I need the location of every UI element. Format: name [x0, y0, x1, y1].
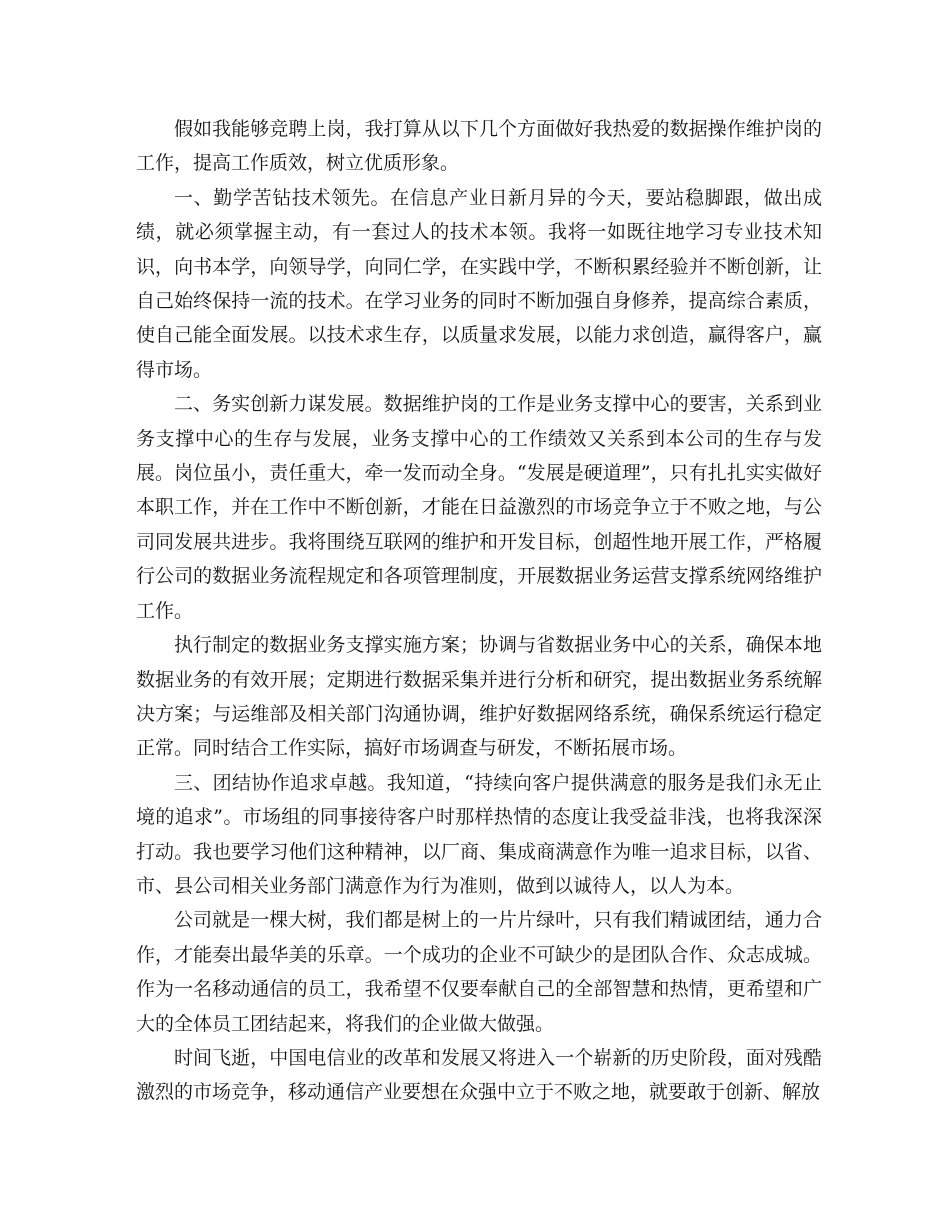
paragraph-implementation: 执行制定的数据业务支撑实施方案；协调与省数据业务中心的关系，确保本地数据业务的有效开展；定期进行数据采集并进行分析和研究，提出数据业务系统解决方案；与运维部及相关部门沟通协调，维护好数据网络系统，确保系统运行稳定正常。同时结合工作实际，搞好市场调查与研发，不断拓展市场。	[136, 634, 822, 760]
paragraph-section-one: 一、勤学苦钻技术领先。在信息产业日新月异的今天，要站稳脚跟，做出成绩，就必须掌握主动，有一套过人的技术本领。我将一如既往地学习专业技术知识，向书本学，向领导学，向同仁学，在实践中学，不断积累经验并不断创新，让自己始终保持一流的技术。在学习业务的同时不断加强自身修养，提高综合素质，使自己能全面发展。以技术求生存，以质量求发展，以能力求创造，赢得客户，赢得市场。	[136, 186, 822, 381]
paragraph-section-two: 二、务实创新力谋发展。数据维护岗的工作是业务支撑中心的要害，关系到业务支撑中心的生存与发展，业务支撑中心的工作绩效又关系到本公司的生存与发展。岗位虽小，责任重大，牵一发而动全身。“发展是硬道理”，只有扎扎实实做好本职工作，并在工作中不断创新，才能在日益激烈的市场竞争立于不败之地，与公司同发展共进步。我将围绕互联网的维护和开发目标，创超性地开展工作，严格履行公司的数据业务流程规定和各项管理制度，开展数据业务运营支撑系统网络维护工作。	[136, 393, 822, 622]
document-body	[136, 112, 822, 1110]
paragraph-teamwork: 公司就是一棵大树，我们都是树上的一片片绿叶，只有我们精诚团结，通力合作，才能奏出最华美的乐章。一个成功的企业不可缺少的是团队合作、众志成城。作为一名移动通信的员工，我希望不仅要奉献自己的全部智慧和热情，更希望和广大的全体员工团结起来，将我们的企业做大做强。	[136, 909, 822, 1035]
paragraph-intro: 假如我能够竞聘上岗，我打算从以下几个方面做好我热爱的数据操作维护岗的工作，提高工作质效，树立优质形象。	[136, 118, 822, 175]
paragraph-outlook: 时间飞逝，中国电信业的改革和发展又将进入一个崭新的历史阶段，面对残酷激烈的市场竞争，移动通信产业要想在众强中立于不败之地，就要敢于创新、解放	[136, 1046, 822, 1104]
paragraph-section-three: 三、团结协作追求卓越。我知道，“持续向客户提供满意的服务是我们永无止境的追求”。市场组的同事接待客户时那样热情的态度让我受益非浅，也将我深深打动。我也要学习他们这种精神，以厂商、集成商满意作为唯一追求目标，以省、市、县公司相关业务部门满意作为行为准则，做到以诚待人，以人为本。	[136, 771, 822, 897]
